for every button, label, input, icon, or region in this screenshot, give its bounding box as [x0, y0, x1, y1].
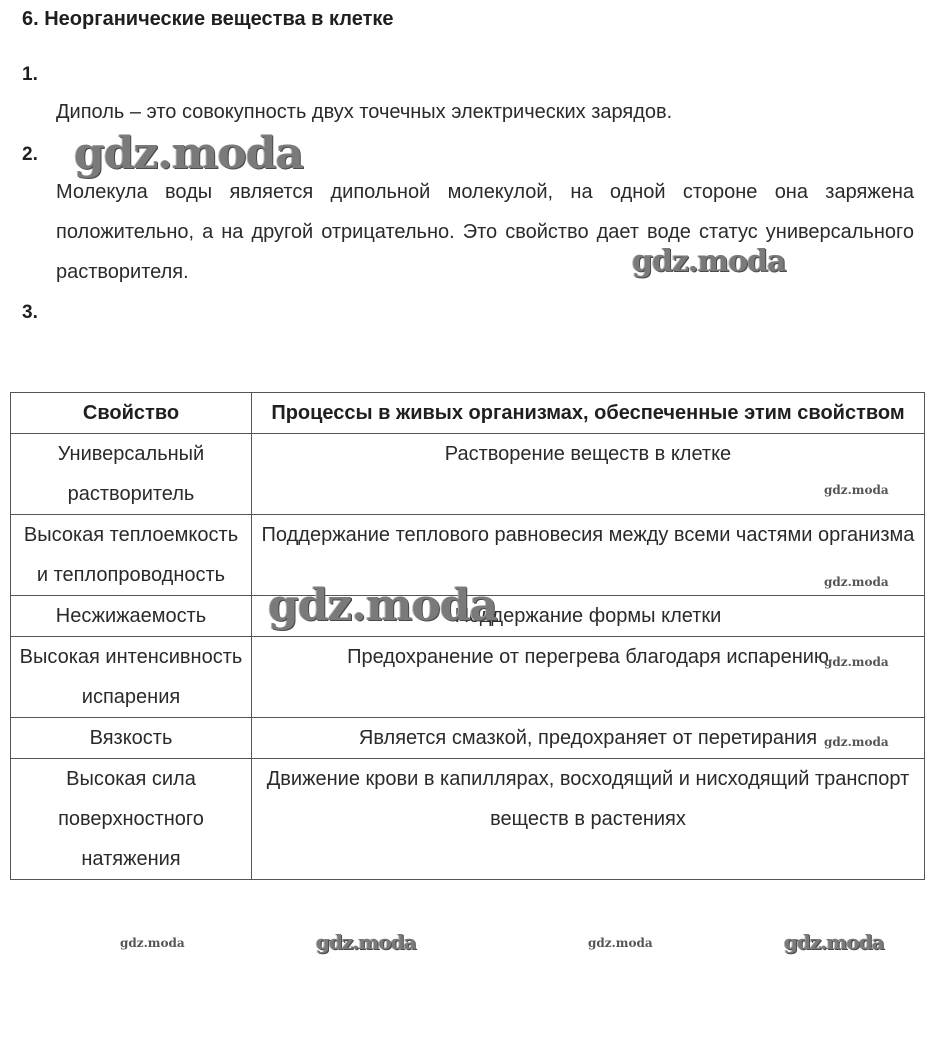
- watermark-logo: gdz.moda: [784, 930, 884, 954]
- cell-process: Поддержание теплового равновесия между всеми частями организма: [252, 515, 925, 596]
- table-row: [11, 515, 925, 596]
- watermark-logo: gdz.moda: [74, 128, 304, 179]
- watermark-logo: gdz.moda: [632, 244, 786, 279]
- header-process: Процессы в живых организмах, обеспеченные этим свойством: [252, 393, 925, 434]
- cell-process: Движение крови в капиллярах, восходящий и нисходящий транспорт веществ в растениях: [252, 759, 925, 880]
- cell-property: Высокая теплоемкость и теплопроводность: [11, 515, 252, 596]
- table-header-row: [11, 393, 925, 434]
- properties-table: [10, 392, 925, 880]
- watermark-logo: gdz.moda: [120, 936, 185, 950]
- question-number-1: 1.: [22, 64, 38, 85]
- cell-process: Поддержание формы клетки: [252, 596, 925, 637]
- table-row: [11, 596, 925, 637]
- watermark-logo: gdz.moda: [824, 735, 889, 749]
- watermark-logo: gdz.moda: [588, 936, 653, 950]
- answer-1: Диполь – это совокупность двух точечных электрических зарядов.: [56, 101, 673, 123]
- page-title: 6. Неорганические вещества в клетке: [22, 8, 394, 30]
- header-property: Свойство: [11, 393, 252, 434]
- question-number-2: 2.: [22, 144, 38, 165]
- cell-process: Растворение веществ в клетке: [252, 434, 925, 515]
- cell-property: Высокая интенсивность испарения: [11, 637, 252, 718]
- watermark-logo: gdz.moda: [316, 930, 416, 954]
- watermark-logo: gdz.moda: [824, 655, 889, 669]
- cell-property: Высокая сила поверхностного натяжения: [11, 759, 252, 880]
- watermark-logo: gdz.moda: [824, 483, 889, 497]
- answer-2: Молекула воды является дипольной молекулой, на одной стороне она заряжена положительно, а на другой отрицательно. Это свойство дает воде статус универсального растворителя.: [56, 181, 914, 283]
- table-row: [11, 637, 925, 718]
- cell-process: Является смазкой, предохраняет от перетирания: [252, 718, 925, 759]
- cell-property: Универсальный растворитель: [11, 434, 252, 515]
- cell-property: Несжижаемость: [11, 596, 252, 637]
- question-number-3: 3.: [22, 302, 38, 323]
- watermark-logo: gdz.moda: [268, 580, 498, 631]
- watermark-logo: gdz.moda: [824, 575, 889, 589]
- table-row: [11, 434, 925, 515]
- cell-property: Вязкость: [11, 718, 252, 759]
- table-row: [11, 759, 925, 880]
- table-row: [11, 718, 925, 759]
- cell-process: Предохранение от перегрева благодаря испарению: [252, 637, 925, 718]
